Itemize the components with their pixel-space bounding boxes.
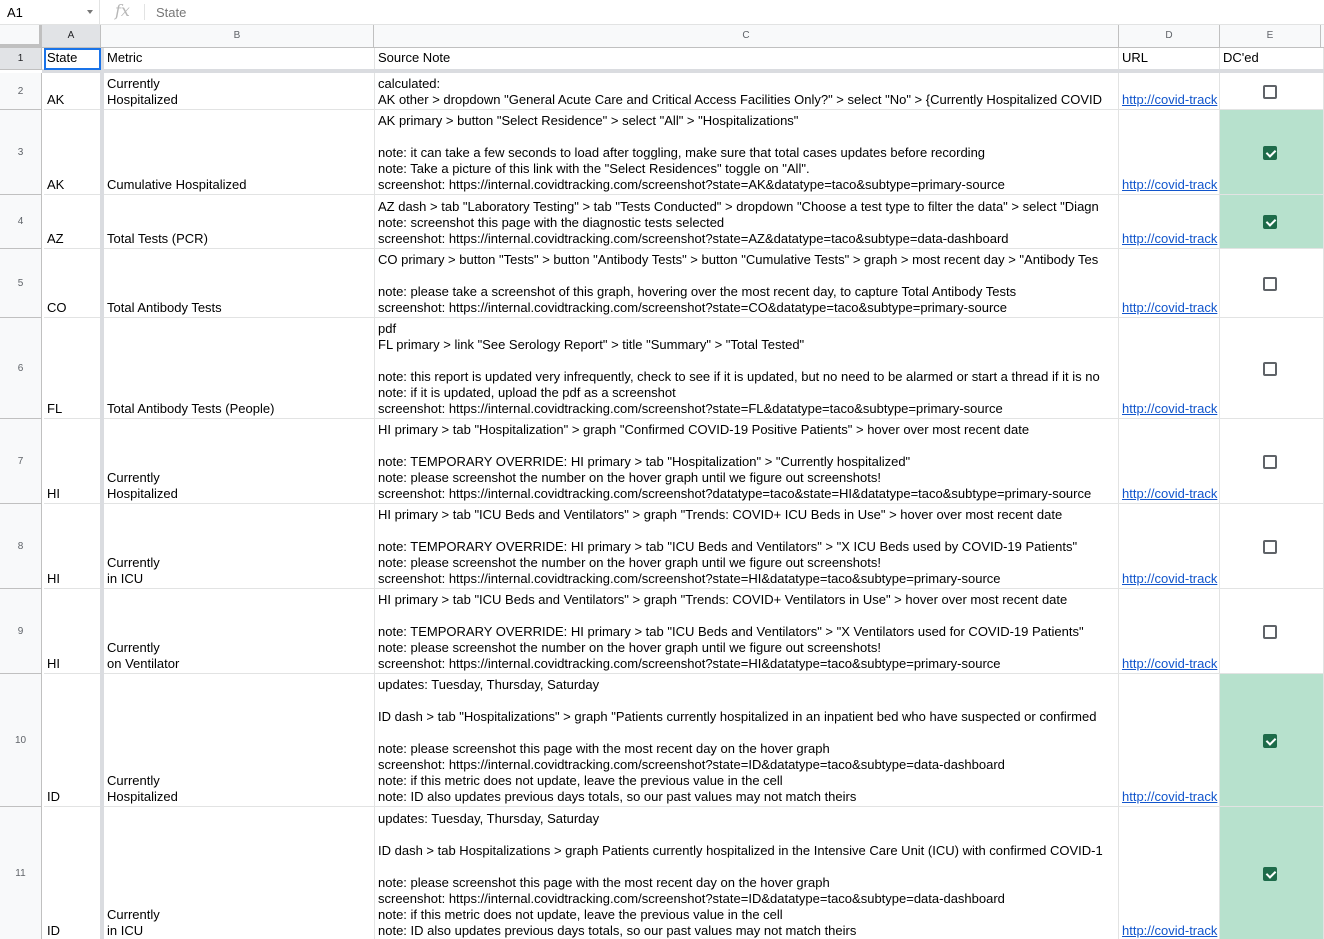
cell-source-note[interactable] [375, 110, 1119, 195]
frozen-row-divider [42, 69, 1324, 73]
header-cell-label: URL [1122, 50, 1149, 65]
header-cell-label: Source Note [378, 50, 451, 65]
cell-metric[interactable] [104, 110, 375, 195]
cell-url[interactable] [1119, 674, 1220, 807]
cell-dced[interactable] [1220, 807, 1324, 939]
url-link[interactable]: http://covid-track [1122, 92, 1218, 107]
cell-metric[interactable] [104, 73, 375, 110]
row-header[interactable]: 9 [0, 589, 42, 674]
cell-metric[interactable] [104, 249, 375, 318]
header-cell-label: Metric [107, 50, 143, 65]
cell-state[interactable] [44, 807, 101, 939]
cell-text: ID [47, 923, 60, 938]
cell-url[interactable] [1119, 419, 1220, 504]
checkbox-unchecked[interactable] [1263, 277, 1277, 291]
cell-state[interactable] [44, 419, 101, 504]
cell-source-note[interactable] [375, 249, 1119, 318]
cell-source-note[interactable] [375, 589, 1119, 674]
cell-text: HI primary > tab "ICU Beds and Ventilators" > graph "Trends: COVID+ ICU Beds in Use" > hover over most recent date note: TEMPORARY OVERRIDE: HI primary > tab "ICU Beds and Ventilators" > "X ICU Beds used by COVID-19 Patients" note: please screenshot the number on the hover graph until we figure out screenshots! screenshot: https://internal.covidtracking.com/screenshot?state=HI&datatype=taco&subtype=primary-source [378, 507, 1078, 586]
row-header[interactable]: 7 [0, 419, 42, 504]
cell-metric[interactable] [104, 674, 375, 807]
cell-text: HI [47, 571, 60, 586]
cell-state[interactable] [44, 674, 101, 807]
cell-metric[interactable] [104, 589, 375, 674]
cell-dced[interactable] [1220, 504, 1324, 589]
header-cell-metric[interactable] [104, 48, 375, 70]
column-header-row [0, 25, 1324, 48]
checkbox-checked[interactable] [1263, 146, 1277, 160]
cell-text: Cumulative Hospitalized [107, 177, 247, 192]
name-box[interactable] [0, 0, 100, 24]
url-link[interactable]: http://covid-track [1122, 486, 1218, 501]
formula-input[interactable]: State [156, 5, 187, 20]
cell-state[interactable] [44, 504, 101, 589]
checkbox-unchecked[interactable] [1263, 362, 1277, 376]
column-header-c[interactable]: C [374, 25, 1119, 47]
cell-text: AZ [47, 231, 64, 246]
cell-text: updates: Tuesday, Thursday, Saturday ID dash > tab "Hospitalizations" > graph "Patients currently hospitalized in an inpatient bed who have suspected or confirmed note: please screenshot this page with the most recent day on the hover graph screenshot: https://internal.covidtracking.com/screenshot?state=ID&datatype=taco&subtype=data-dashboard note: if this metric does not update, leave the previous value in the cell note: ID also updates previous days totals, so our past values may not match theirs [378, 677, 1097, 804]
cell-text: FL [47, 401, 63, 416]
url-link[interactable]: http://covid-track [1122, 656, 1218, 671]
column-header-d[interactable]: D [1119, 25, 1220, 47]
cell-text: Currently Hospitalized [107, 773, 178, 804]
cell-text: Currently Hospitalized [107, 470, 178, 501]
cell-text: AK [47, 177, 65, 192]
cell-text: AK primary > button "Select Residence" > select "All" > "Hospitalizations" note: it can take a few seconds to load after toggling, make sure that total cases updates before recording note: Take a picture of this link with the "Select Residences" toggle on "All". screenshot: https://internal.covidtracking.com/screenshot?state=AK&datatype=taco&subtype=primary-source [378, 113, 1005, 192]
chevron-down-icon[interactable] [87, 10, 93, 14]
cell-source-note[interactable] [375, 419, 1119, 504]
cell-metric[interactable] [104, 504, 375, 589]
cell-text: Total Antibody Tests (People) [107, 401, 275, 416]
row-header[interactable]: 4 [0, 195, 42, 249]
cell-dced[interactable] [1220, 249, 1324, 318]
cell-text: HI primary > tab "ICU Beds and Ventilators" > graph "Trends: COVID+ Ventilators in Use" > hover over most recent date note: TEMPORARY OVERRIDE: HI primary > tab "ICU Beds and Ventilators" > "X Ventilators used for COVID-19 Patients" note: please screenshot the number on the hover graph until we figure out screenshots! screenshot: https://internal.covidtracking.com/screenshot?state=HI&datatype=taco&subtype=primary-source [378, 592, 1084, 671]
cell-text: Total Tests (PCR) [107, 231, 208, 246]
checkbox-unchecked[interactable] [1263, 540, 1277, 554]
cell-dced[interactable] [1220, 419, 1324, 504]
url-link[interactable]: http://covid-track [1122, 177, 1218, 192]
cell-dced[interactable] [1220, 589, 1324, 674]
column-header-a[interactable]: A [42, 25, 101, 47]
row-header[interactable]: 10 [0, 674, 42, 807]
checkbox-checked[interactable] [1263, 734, 1277, 748]
cell-text: Currently in ICU [107, 555, 160, 586]
cell-text: HI primary > tab "Hospitalization" > graph "Confirmed COVID-19 Positive Patients" > hover over most recent date note: TEMPORARY OVERRIDE: HI primary > tab "Hospitalization" > "Currently hospitalized" note: please screenshot the number on the hover graph until we figure out screenshots! screenshot: https://internal.covidtracking.com/screenshot?datatype=taco&state=HI&datatype=taco&subtype=primary-source [378, 422, 1092, 501]
cell-state[interactable] [44, 249, 101, 318]
cell-metric[interactable] [104, 419, 375, 504]
column-header-b[interactable]: B [101, 25, 374, 47]
cell-state[interactable] [44, 73, 101, 110]
row-header[interactable]: 6 [0, 318, 42, 419]
cell-url[interactable] [1119, 589, 1220, 674]
checkbox-checked[interactable] [1263, 215, 1277, 229]
header-cell-source-note[interactable] [375, 48, 1119, 70]
cell-source-note[interactable] [375, 318, 1119, 419]
row-header[interactable]: 8 [0, 504, 42, 589]
cell-text: HI [47, 486, 60, 501]
cell-state[interactable] [44, 110, 101, 195]
url-link[interactable]: http://covid-track [1122, 300, 1218, 315]
cell-text: calculated: AK other > dropdown "General Acute Care and Critical Access Facilities Only?" > select "No" > {Currently Hospitalized COVID [378, 76, 1103, 107]
header-cell-label: DC'ed [1223, 50, 1259, 65]
cell-dced[interactable] [1220, 195, 1324, 249]
cell-text: CO primary > button "Tests" > button "Antibody Tests" > button "Cumulative Tests" > graph > most recent day > "Antibody Tes note: please take a screenshot of this graph, hovering over the most recent day, to capture Total Antibody Tests screenshot: https://internal.covidtracking.com/screenshot?state=CO&datatype=taco&subtype=primary-source [378, 252, 1099, 315]
frozen-column-divider [100, 48, 104, 939]
fx-icon: fx [115, 1, 130, 20]
cell-text: pdf FL primary > link "See Serology Report" > title "Summary" > "Total Tested" note: this report is updated very infrequently, check to see if it is updated, but no need to be alarmed or start a thread if it is no note: if it is updated, upload the pdf as a screenshot screenshot: https://internal.covidtracking.com/screenshot?state=FL&datatype=taco&subtype=primary-source [378, 321, 1100, 416]
row-header[interactable]: 2 [0, 73, 42, 110]
url-link[interactable]: http://covid-track [1122, 789, 1218, 804]
cell-url[interactable] [1119, 110, 1220, 195]
formula-bar [0, 0, 1324, 25]
name-box-value: A1 [7, 5, 23, 20]
cell-dced[interactable] [1220, 110, 1324, 195]
checkbox-checked[interactable] [1263, 867, 1277, 881]
cell-source-note[interactable] [375, 807, 1119, 939]
cell-dced[interactable] [1220, 318, 1324, 419]
url-link[interactable]: http://covid-track [1122, 571, 1218, 586]
cell-metric[interactable] [104, 318, 375, 419]
cell-text: CO [47, 300, 67, 315]
url-link[interactable]: http://covid-track [1122, 401, 1218, 416]
cell-source-note[interactable] [375, 73, 1119, 110]
cell-source-note[interactable] [375, 195, 1119, 249]
checkbox-unchecked[interactable] [1263, 85, 1277, 99]
cell-state[interactable] [44, 318, 101, 419]
cell-metric[interactable] [104, 807, 375, 939]
cell-source-note[interactable] [375, 674, 1119, 807]
checkbox-unchecked[interactable] [1263, 625, 1277, 639]
cell-text: ID [47, 789, 60, 804]
checkbox-unchecked[interactable] [1263, 455, 1277, 469]
row-header[interactable]: 1 [0, 48, 42, 70]
header-cell-dced[interactable] [1220, 48, 1324, 70]
header-cell-url[interactable] [1119, 48, 1220, 70]
url-link[interactable]: http://covid-track [1122, 231, 1218, 246]
header-cell-state[interactable] [44, 48, 101, 70]
cell-source-note[interactable] [375, 504, 1119, 589]
cell-dced[interactable] [1220, 73, 1324, 110]
header-cell-label: State [47, 50, 78, 65]
cell-url[interactable] [1119, 504, 1220, 589]
cell-text: updates: Tuesday, Thursday, Saturday ID dash > tab Hospitalizations > graph Patients currently hospitalized in the Intensive Care Unit (ICU) with confirmed COVID-1 note: please screenshot this page with the most recent day on the hover graph screenshot: https://internal.covidtracking.com/screenshot?state=ID&datatype=taco&subtype=data-dashboard note: if this metric does not update, leave the previous value in the cell note: ID also updates previous days totals, so our past values may not match theirs [378, 811, 1103, 938]
cell-text: AZ dash > tab "Laboratory Testing" > tab "Tests Conducted" > dropdown "Choose a test type to filter the data" > select "Diagn note: screenshot this page with the diagnostic tests selected screenshot: https://internal.covidtracking.com/screenshot?state=AZ&datatype=taco&subtype=data-dashboard [378, 199, 1099, 246]
column-header-e[interactable]: E [1220, 25, 1321, 47]
cell-state[interactable] [44, 195, 101, 249]
cell-url[interactable] [1119, 73, 1220, 110]
cell-text: Total Antibody Tests [107, 300, 222, 315]
cell-url[interactable] [1119, 807, 1220, 939]
formula-divider [144, 4, 145, 20]
cell-url[interactable] [1119, 249, 1220, 318]
row-header[interactable]: 3 [0, 110, 42, 195]
cell-metric[interactable] [104, 195, 375, 249]
cell-text: AK [47, 92, 65, 107]
cell-text: HI [47, 656, 60, 671]
row-header[interactable]: 5 [0, 249, 42, 318]
freeze-row-handle[interactable] [0, 44, 42, 47]
cell-state[interactable] [44, 589, 101, 674]
cell-text: Currently Hospitalized [107, 76, 178, 107]
url-link[interactable]: http://covid-track [1122, 923, 1218, 938]
cell-dced[interactable] [1220, 674, 1324, 807]
row-header[interactable]: 11 [0, 807, 42, 939]
cell-text: Currently in ICU [107, 907, 160, 938]
cell-text: Currently on Ventilator [107, 640, 180, 671]
cell-url[interactable] [1119, 318, 1220, 419]
cell-url[interactable] [1119, 195, 1220, 249]
